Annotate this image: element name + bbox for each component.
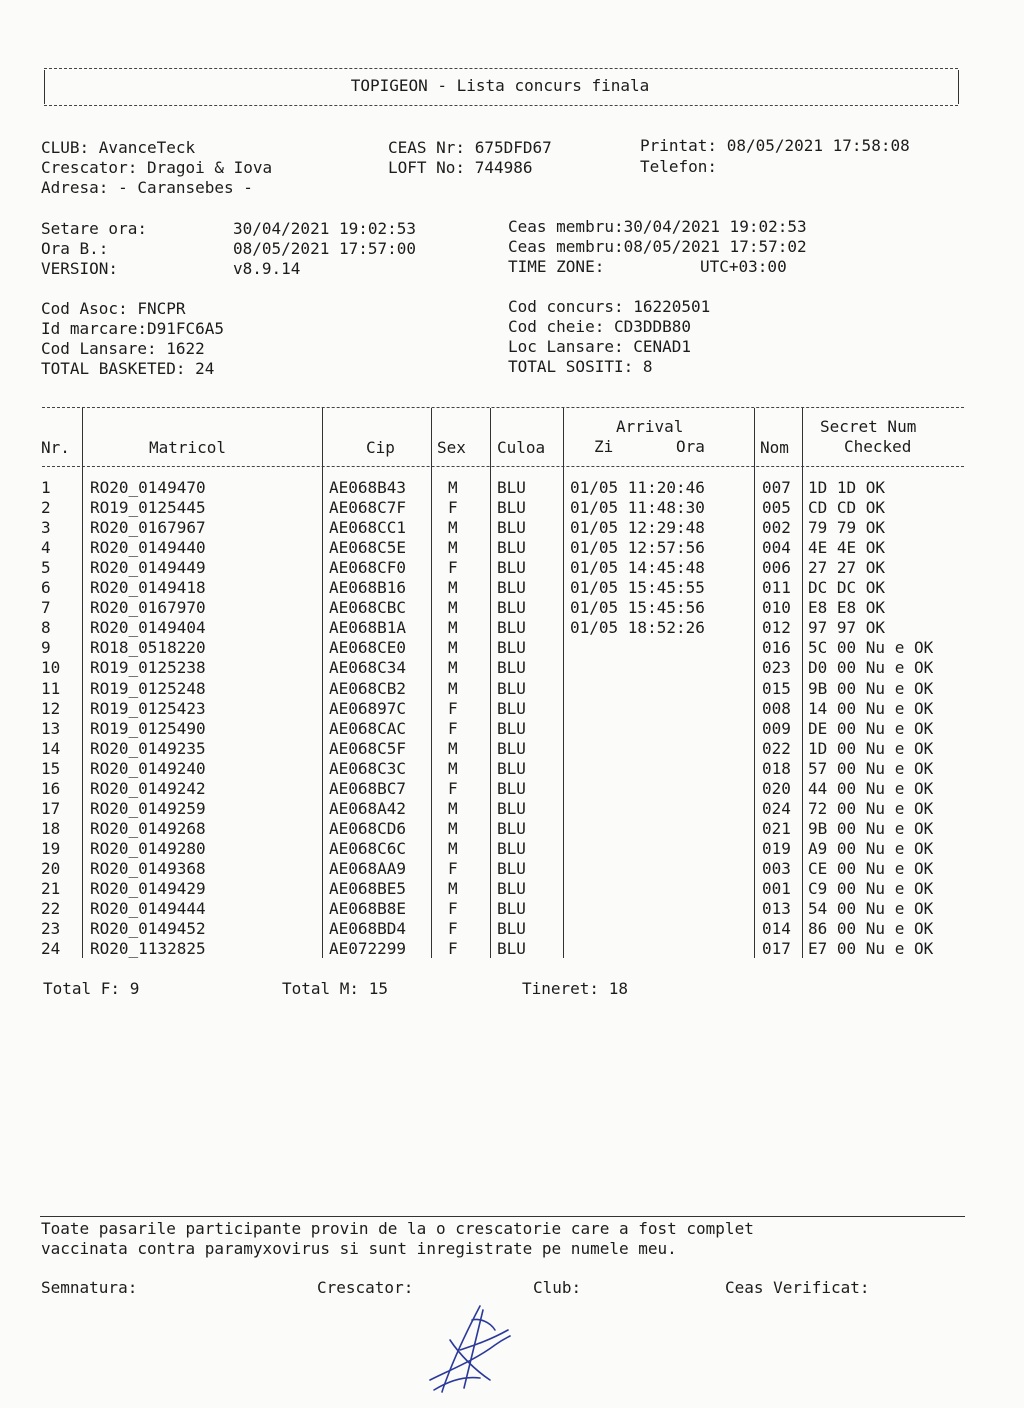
table-rule-top bbox=[42, 407, 964, 408]
cell-sex: F bbox=[448, 899, 458, 919]
cell-nom: 013 bbox=[762, 899, 791, 919]
total-basketed: TOTAL BASKETED: 24 bbox=[41, 359, 215, 378]
cell-nr: 9 bbox=[41, 638, 51, 658]
cell-cip: AE068B1A bbox=[329, 618, 407, 638]
table-row bbox=[0, 518, 1024, 538]
cell-nr: 19 bbox=[41, 838, 61, 858]
cell-sex: F bbox=[448, 498, 458, 518]
cell-culoa: BLU bbox=[497, 578, 526, 598]
cell-culoa: BLU bbox=[497, 518, 526, 538]
cell-nr: 16 bbox=[41, 778, 61, 798]
cell-matricol: RO20_0167967 bbox=[90, 518, 206, 538]
cell-sex: M bbox=[448, 538, 458, 558]
cell-nom: 016 bbox=[762, 638, 791, 658]
cell-sex: F bbox=[448, 778, 458, 798]
header-checked: Checked bbox=[844, 437, 912, 456]
cell-matricol: RO20_0149440 bbox=[90, 538, 206, 558]
cell-matricol: RO20_0149449 bbox=[90, 558, 206, 578]
cell-sex: M bbox=[448, 638, 458, 658]
cell-secret: D0 00 Nu e OK bbox=[808, 658, 934, 678]
cell-nom: 006 bbox=[762, 558, 791, 578]
table-row bbox=[0, 638, 1024, 658]
table-row bbox=[0, 899, 1024, 919]
table-row bbox=[0, 879, 1024, 899]
cell-cip: AE068CAC bbox=[329, 718, 407, 738]
time-zone-label: TIME ZONE: bbox=[508, 257, 605, 276]
cell-cip: AE068C6C bbox=[329, 838, 407, 858]
cell-secret: DC DC OK bbox=[808, 578, 886, 598]
statement-line-2: vaccinata contra paramyxovirus si sunt inregistrate pe numele meu. bbox=[41, 1239, 677, 1258]
cell-arrival: 01/05 12:57:56 bbox=[570, 538, 705, 558]
cell-matricol: RO20_0149418 bbox=[90, 578, 206, 598]
cell-matricol: RO19_0125445 bbox=[90, 498, 206, 518]
id-marcare: Id marcare:D91FC6A5 bbox=[41, 319, 225, 338]
handwritten-signature bbox=[420, 1300, 520, 1400]
crescator-line: Crescator: Dragoi & Iova bbox=[41, 158, 273, 177]
cell-sex: M bbox=[448, 578, 458, 598]
cell-nr: 8 bbox=[41, 618, 51, 638]
table-row bbox=[0, 538, 1024, 558]
cell-secret: E8 E8 OK bbox=[808, 598, 886, 618]
cell-secret: 1D 00 Nu e OK bbox=[808, 738, 934, 758]
cell-sex: F bbox=[448, 919, 458, 939]
cell-sex: M bbox=[448, 658, 458, 678]
cell-culoa: BLU bbox=[497, 858, 526, 878]
cell-cip: AE068BD4 bbox=[329, 919, 407, 939]
cell-matricol: RO19_0125490 bbox=[90, 718, 206, 738]
cell-nom: 022 bbox=[762, 738, 791, 758]
cell-nom: 007 bbox=[762, 478, 791, 497]
header-ora: Ora bbox=[676, 437, 705, 456]
cell-matricol: RO19_0125238 bbox=[90, 658, 206, 678]
cell-nr: 1 bbox=[41, 478, 51, 497]
cell-cip: AE068CB2 bbox=[329, 678, 407, 698]
table-row bbox=[0, 719, 1024, 739]
cell-matricol: RO20_0149240 bbox=[90, 758, 206, 778]
cell-cip: AE068C5E bbox=[329, 538, 407, 558]
cell-sex: F bbox=[448, 939, 458, 959]
cell-secret: 14 00 Nu e OK bbox=[808, 698, 934, 718]
cell-cip: AE068CBC bbox=[329, 598, 407, 618]
cell-secret: E7 00 Nu e OK bbox=[808, 939, 934, 959]
cell-cip: AE06897C bbox=[329, 698, 407, 718]
loc-lansare: Loc Lansare: CENAD1 bbox=[508, 337, 692, 356]
cell-nom: 009 bbox=[762, 718, 791, 738]
club-line: CLUB: AvanceTeck bbox=[41, 138, 196, 157]
cell-nom: 018 bbox=[762, 758, 791, 778]
cell-nr: 18 bbox=[41, 818, 61, 838]
cell-nr: 17 bbox=[41, 798, 61, 818]
page-title: TOPIGEON - Lista concurs finala bbox=[350, 76, 650, 95]
table-row bbox=[0, 919, 1024, 939]
cell-nr: 3 bbox=[41, 518, 51, 538]
table-row bbox=[0, 558, 1024, 578]
header-arrival: Arrival bbox=[616, 417, 684, 436]
total-sositi: TOTAL SOSITI: 8 bbox=[508, 357, 653, 376]
ceas-verificat-label: Ceas Verificat: bbox=[725, 1278, 870, 1297]
club-label: Club: bbox=[533, 1278, 582, 1297]
header-nr: Nr. bbox=[41, 438, 70, 457]
ora-b-label: Ora B.: bbox=[41, 239, 109, 258]
cell-secret: 57 00 Nu e OK bbox=[808, 758, 934, 778]
version-label: VERSION: bbox=[41, 259, 119, 278]
table-row bbox=[0, 779, 1024, 799]
adresa-line: Adresa: - Caransebes - bbox=[41, 178, 253, 197]
cell-secret: CE 00 Nu e OK bbox=[808, 858, 934, 878]
cell-cip: AE068AA9 bbox=[329, 858, 407, 878]
cell-culoa: BLU bbox=[497, 939, 526, 959]
cell-culoa: BLU bbox=[497, 698, 526, 718]
version-value: v8.9.14 bbox=[233, 259, 301, 278]
cell-nom: 002 bbox=[762, 518, 791, 538]
cell-culoa: BLU bbox=[497, 798, 526, 818]
cell-nom: 020 bbox=[762, 778, 791, 798]
table-row bbox=[0, 819, 1024, 839]
header-sex: Sex bbox=[437, 438, 466, 457]
cell-matricol: RO20_1132825 bbox=[90, 939, 206, 959]
cell-cip: AE068C5F bbox=[329, 738, 407, 758]
cell-secret: 54 00 Nu e OK bbox=[808, 899, 934, 919]
cell-cip: AE068C34 bbox=[329, 658, 407, 678]
cell-nom: 017 bbox=[762, 939, 791, 959]
table-row bbox=[0, 658, 1024, 678]
cell-cip: AE068C3C bbox=[329, 758, 407, 778]
cell-nom: 021 bbox=[762, 818, 791, 838]
cell-culoa: BLU bbox=[497, 718, 526, 738]
table-row bbox=[0, 699, 1024, 719]
table-row bbox=[0, 859, 1024, 879]
semnatura-label: Semnatura: bbox=[41, 1278, 138, 1297]
table-row bbox=[0, 478, 1024, 498]
cell-culoa: BLU bbox=[497, 758, 526, 778]
cell-culoa: BLU bbox=[497, 538, 526, 558]
cell-cip: AE068A42 bbox=[329, 798, 407, 818]
cell-secret: 72 00 Nu e OK bbox=[808, 798, 934, 818]
cell-matricol: RO20_0149280 bbox=[90, 838, 206, 858]
cell-nom: 003 bbox=[762, 858, 791, 878]
time-zone-value: UTC+03:00 bbox=[700, 257, 787, 276]
cell-cip: AE068BE5 bbox=[329, 879, 407, 898]
table-row bbox=[0, 839, 1024, 859]
cell-nom: 014 bbox=[762, 919, 791, 939]
cell-sex: M bbox=[448, 478, 458, 497]
cell-culoa: BLU bbox=[497, 899, 526, 919]
footer-rule bbox=[40, 1216, 965, 1217]
cell-culoa: BLU bbox=[497, 558, 526, 578]
cell-cip: AE068BC7 bbox=[329, 778, 407, 798]
cell-matricol: RO20_0149268 bbox=[90, 818, 206, 838]
cell-nr: 21 bbox=[41, 879, 61, 898]
cell-secret: 9B 00 Nu e OK bbox=[808, 818, 934, 838]
cell-sex: F bbox=[448, 718, 458, 738]
table-row bbox=[0, 598, 1024, 618]
cell-secret: 86 00 Nu e OK bbox=[808, 919, 934, 939]
cell-matricol: RO20_0149470 bbox=[90, 478, 206, 497]
cell-culoa: BLU bbox=[497, 879, 526, 898]
cell-culoa: BLU bbox=[497, 919, 526, 939]
cell-cip: AE068B43 bbox=[329, 478, 407, 497]
table-row bbox=[0, 939, 1024, 959]
cell-secret: A9 00 Nu e OK bbox=[808, 838, 934, 858]
header-culoa: Culoa bbox=[497, 438, 546, 457]
cod-lansare: Cod Lansare: 1622 bbox=[41, 339, 205, 358]
ceas-membru-2: Ceas membru:08/05/2021 17:57:02 bbox=[508, 237, 807, 256]
cell-secret: 4E 4E OK bbox=[808, 538, 886, 558]
cell-nr: 24 bbox=[41, 939, 61, 959]
cell-arrival: 01/05 11:20:46 bbox=[570, 478, 705, 497]
cell-nom: 004 bbox=[762, 538, 791, 558]
cell-sex: F bbox=[448, 558, 458, 578]
cell-secret: 97 97 OK bbox=[808, 618, 886, 638]
cell-culoa: BLU bbox=[497, 498, 526, 518]
title-box-bottom bbox=[44, 105, 958, 106]
cell-culoa: BLU bbox=[497, 778, 526, 798]
table-row bbox=[0, 498, 1024, 518]
cell-nr: 4 bbox=[41, 538, 51, 558]
cell-matricol: RO20_0149368 bbox=[90, 858, 206, 878]
title-box-top bbox=[44, 68, 958, 69]
cell-secret: 79 79 OK bbox=[808, 518, 886, 538]
crescator-label: Crescator: bbox=[317, 1278, 414, 1297]
cell-secret: C9 00 Nu e OK bbox=[808, 879, 934, 898]
cod-concurs: Cod concurs: 16220501 bbox=[508, 297, 711, 316]
cell-arrival: 01/05 18:52:26 bbox=[570, 618, 705, 638]
header-cip: Cip bbox=[366, 438, 395, 457]
table-row bbox=[0, 578, 1024, 598]
cell-nom: 005 bbox=[762, 498, 791, 518]
cell-sex: M bbox=[448, 518, 458, 538]
cell-nr: 14 bbox=[41, 738, 61, 758]
cell-cip: AE068CF0 bbox=[329, 558, 407, 578]
cell-matricol: RO20_0149404 bbox=[90, 618, 206, 638]
cell-matricol: RO20_0149444 bbox=[90, 899, 206, 919]
printat: Printat: 08/05/2021 17:58:08 bbox=[640, 136, 910, 155]
cell-cip: AE072299 bbox=[329, 939, 407, 959]
cell-arrival: 01/05 11:48:30 bbox=[570, 498, 705, 518]
setare-ora-label: Setare ora: bbox=[41, 219, 147, 238]
header-zi: Zi bbox=[594, 437, 614, 456]
cell-matricol: RO20_0167970 bbox=[90, 598, 206, 618]
cell-nr: 5 bbox=[41, 558, 51, 578]
cell-secret: 9B 00 Nu e OK bbox=[808, 678, 934, 698]
cell-nr: 20 bbox=[41, 858, 61, 878]
cell-sex: M bbox=[448, 879, 458, 898]
cell-culoa: BLU bbox=[497, 738, 526, 758]
cell-culoa: BLU bbox=[497, 818, 526, 838]
cell-nom: 011 bbox=[762, 578, 791, 598]
cell-matricol: RO18_0518220 bbox=[90, 638, 206, 658]
header-matricol: Matricol bbox=[149, 438, 227, 457]
cell-nr: 11 bbox=[41, 678, 61, 698]
cell-nom: 001 bbox=[762, 879, 791, 898]
cell-nr: 22 bbox=[41, 899, 61, 919]
cell-nr: 10 bbox=[41, 658, 61, 678]
cell-cip: AE068B16 bbox=[329, 578, 407, 598]
setare-ora-value: 30/04/2021 19:02:53 bbox=[233, 219, 417, 238]
cell-nom: 010 bbox=[762, 598, 791, 618]
cell-nom: 019 bbox=[762, 838, 791, 858]
cell-sex: M bbox=[448, 838, 458, 858]
cod-asoc: Cod Asoc: FNCPR bbox=[41, 299, 186, 318]
table-rule-header bbox=[42, 466, 964, 467]
cell-cip: AE068B8E bbox=[329, 899, 407, 919]
table-row bbox=[0, 799, 1024, 819]
header-secret-num: Secret Num bbox=[820, 417, 917, 436]
cell-nr: 2 bbox=[41, 498, 51, 518]
cell-matricol: RO20_0149452 bbox=[90, 919, 206, 939]
cell-secret: 5C 00 Nu e OK bbox=[808, 638, 934, 658]
cod-cheie: Cod cheie: CD3DDB80 bbox=[508, 317, 692, 336]
cell-nom: 024 bbox=[762, 798, 791, 818]
cell-sex: M bbox=[448, 758, 458, 778]
cell-secret: 1D 1D OK bbox=[808, 478, 886, 497]
cell-matricol: RO19_0125423 bbox=[90, 698, 206, 718]
cell-matricol: RO20_0149235 bbox=[90, 738, 206, 758]
tineret: Tineret: 18 bbox=[522, 979, 628, 998]
cell-sex: M bbox=[448, 818, 458, 838]
cell-culoa: BLU bbox=[497, 838, 526, 858]
ceas-nr: CEAS Nr: 675DFD67 bbox=[388, 138, 552, 157]
cell-nom: 008 bbox=[762, 698, 791, 718]
cell-arrival: 01/05 15:45:56 bbox=[570, 598, 705, 618]
cell-culoa: BLU bbox=[497, 658, 526, 678]
cell-sex: F bbox=[448, 858, 458, 878]
cell-cip: AE068CE0 bbox=[329, 638, 407, 658]
cell-sex: F bbox=[448, 698, 458, 718]
cell-arrival: 01/05 12:29:48 bbox=[570, 518, 705, 538]
cell-culoa: BLU bbox=[497, 478, 526, 497]
total-m: Total M: 15 bbox=[282, 979, 388, 998]
cell-arrival: 01/05 14:45:48 bbox=[570, 558, 705, 578]
cell-cip: AE068CD6 bbox=[329, 818, 407, 838]
telefon: Telefon: bbox=[640, 157, 718, 176]
table-row bbox=[0, 759, 1024, 779]
cell-matricol: RO20_0149242 bbox=[90, 778, 206, 798]
cell-culoa: BLU bbox=[497, 678, 526, 698]
cell-sex: M bbox=[448, 678, 458, 698]
cell-arrival: 01/05 15:45:55 bbox=[570, 578, 705, 598]
cell-nom: 023 bbox=[762, 658, 791, 678]
cell-nr: 13 bbox=[41, 718, 61, 738]
cell-nr: 12 bbox=[41, 698, 61, 718]
table-row bbox=[0, 679, 1024, 699]
cell-secret: CD CD OK bbox=[808, 498, 886, 518]
cell-sex: M bbox=[448, 798, 458, 818]
table-row bbox=[0, 739, 1024, 759]
cell-sex: M bbox=[448, 738, 458, 758]
cell-secret: 44 00 Nu e OK bbox=[808, 778, 934, 798]
cell-matricol: RO20_0149259 bbox=[90, 798, 206, 818]
cell-cip: AE068C7F bbox=[329, 498, 407, 518]
cell-nr: 7 bbox=[41, 598, 51, 618]
cell-nr: 15 bbox=[41, 758, 61, 778]
cell-culoa: BLU bbox=[497, 638, 526, 658]
ora-b-value: 08/05/2021 17:57:00 bbox=[233, 239, 417, 258]
cell-secret: 27 27 OK bbox=[808, 558, 886, 578]
cell-matricol: RO20_0149429 bbox=[90, 879, 206, 898]
cell-nom: 015 bbox=[762, 678, 791, 698]
loft-no: LOFT No: 744986 bbox=[388, 158, 533, 177]
cell-nr: 6 bbox=[41, 578, 51, 598]
header-nom: Nom bbox=[760, 438, 789, 457]
cell-nom: 012 bbox=[762, 618, 791, 638]
cell-matricol: RO19_0125248 bbox=[90, 678, 206, 698]
cell-nr: 23 bbox=[41, 919, 61, 939]
cell-cip: AE068CC1 bbox=[329, 518, 407, 538]
cell-sex: M bbox=[448, 598, 458, 618]
total-f: Total F: 9 bbox=[43, 979, 140, 998]
cell-culoa: BLU bbox=[497, 618, 526, 638]
cell-secret: DE 00 Nu e OK bbox=[808, 718, 934, 738]
ceas-membru-1: Ceas membru:30/04/2021 19:02:53 bbox=[508, 217, 807, 236]
statement-line-1: Toate pasarile participante provin de la o crescatorie care a fost complet bbox=[41, 1219, 754, 1238]
table-row bbox=[0, 618, 1024, 638]
cell-culoa: BLU bbox=[497, 598, 526, 618]
cell-sex: M bbox=[448, 618, 458, 638]
